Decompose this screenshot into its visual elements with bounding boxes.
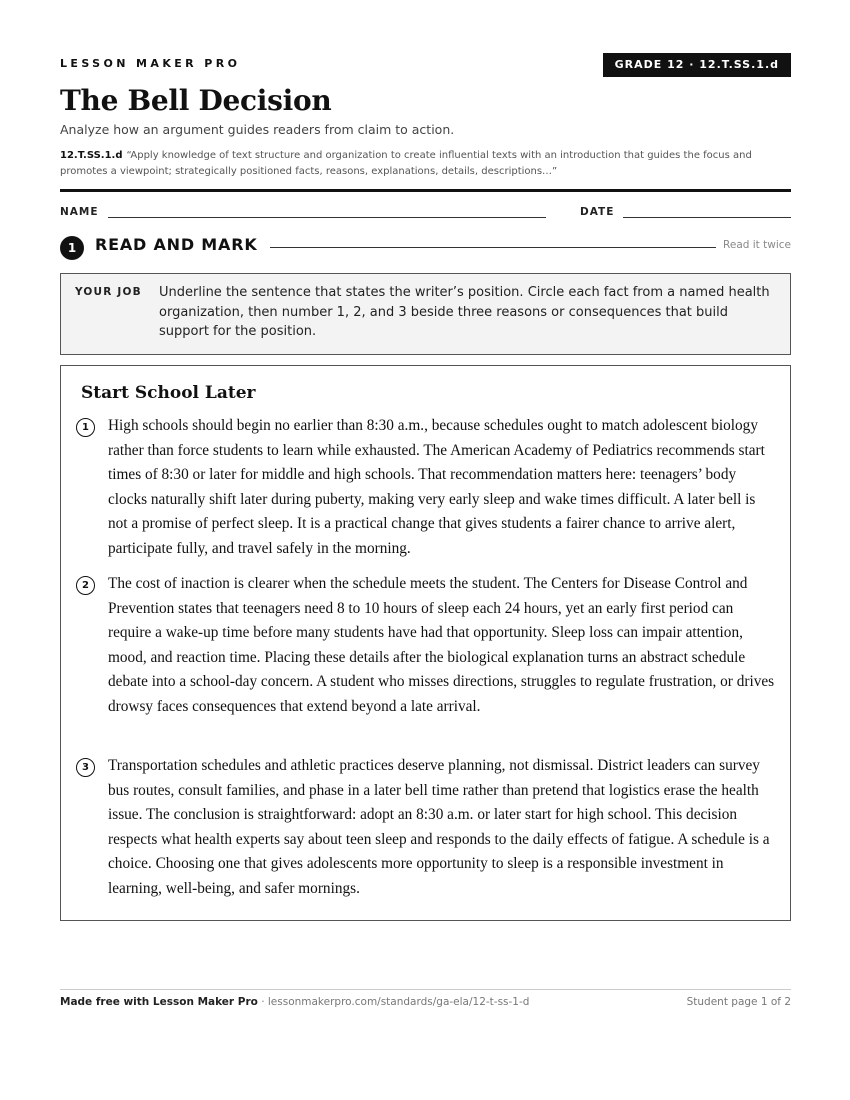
paragraph-3: Transportation schedules and athletic practices deserve planning, not dismissal. District leaders can survey bus routes, consult families, and phase in a later bell time rather than pretend that logistics erase the health issue. The conclusion is straightforward: adopt an 8:30 a.m. or later start for high school. This decision respects what health experts say about teen sleep and responds to the daily effects of fatigue. A schedule is a choice. Choosing one that gives adolescents more opportunity to sleep is a responsible investment in learning, well-being, and safer mornings.	[108, 757, 770, 897]
instructions-label: YOUR JOB	[75, 286, 142, 298]
paragraph-1: High schools should begin no earlier than 8:30 a.m., because schedules ought to match adolescent biology rather than force students to learn while exhausted. The American Academy of Pediatrics recommends start times of 8:30 or later for middle and high schools. That recommendation matters here: teenagers’ body clocks naturally shift later during puberty, making very early sleep and wake times difficult. A later bell is not a promise of perfect sleep. It is a practical change that gives students a fairer chance to arrive alert, participate fully, and travel safely in the morning.	[108, 417, 765, 557]
brand-name: LESSON MAKER PRO	[60, 57, 241, 70]
paragraph-number-3: 3	[76, 758, 95, 777]
section-header	[60, 234, 791, 260]
date-field[interactable]	[623, 217, 791, 218]
section-note: Read it twice	[723, 239, 791, 251]
section-rule	[270, 247, 716, 248]
footer-made-with: Made free with Lesson Maker Pro	[60, 996, 258, 1008]
passage-title: Start School Later	[81, 383, 256, 403]
section-number-badge: 1	[60, 236, 84, 260]
date-label: DATE	[580, 206, 615, 218]
section-title: READ AND MARK	[95, 235, 258, 254]
instructions-box	[60, 273, 791, 355]
page-title: The Bell Decision	[60, 84, 332, 117]
name-field[interactable]	[108, 217, 546, 218]
instructions-text: Underline the sentence that states the writer’s position. Circle each fact from a named health organization, then number 1, 2, and 3 beside three reasons or consequences that build support for the position.	[159, 285, 770, 339]
paragraph-number-1: 1	[76, 418, 95, 437]
standard-description	[60, 148, 780, 180]
student-fields	[60, 205, 791, 221]
page-indicator: Student page 1 of 2	[686, 996, 791, 1008]
grade-badge: GRADE 12 · 12.T.SS.1.d	[603, 53, 791, 77]
paragraph-2: The cost of inaction is clearer when the schedule meets the student. The Centers for Disease Control and Prevention states that teenagers need 8 to 10 hours of sleep each 24 hours, yet an early first period can require a wake-up time before many students have had that opportunity. Sleep loss can impair attention, mood, and reaction time. Placing these details after the biological explanation turns an abstract schedule debate into a school-day concern. A student who misses directions, struggles to regulate frustration, or drives drowsy faces consequences that extend beyond a late arrival.	[108, 575, 775, 715]
footer-credit	[60, 996, 529, 1008]
footer-divider	[60, 989, 791, 990]
reading-passage	[60, 365, 791, 921]
page-subtitle: Analyze how an argument guides readers from claim to action.	[60, 122, 455, 137]
header-divider	[60, 189, 791, 192]
standard-text: “Apply knowledge of text structure and organization to create influential texts with an introduction that guides the focus and promotes a viewpoint; strategically positioned facts, reasons, explanations, details, descriptions…”	[60, 150, 752, 177]
standard-code: 12.T.SS.1.d	[60, 150, 123, 161]
footer-link[interactable]: · lessonmakerpro.com/standards/ga-ela/12-t-ss-1-d	[257, 996, 530, 1008]
name-label: NAME	[60, 206, 99, 218]
paragraph-number-2: 2	[76, 576, 95, 595]
